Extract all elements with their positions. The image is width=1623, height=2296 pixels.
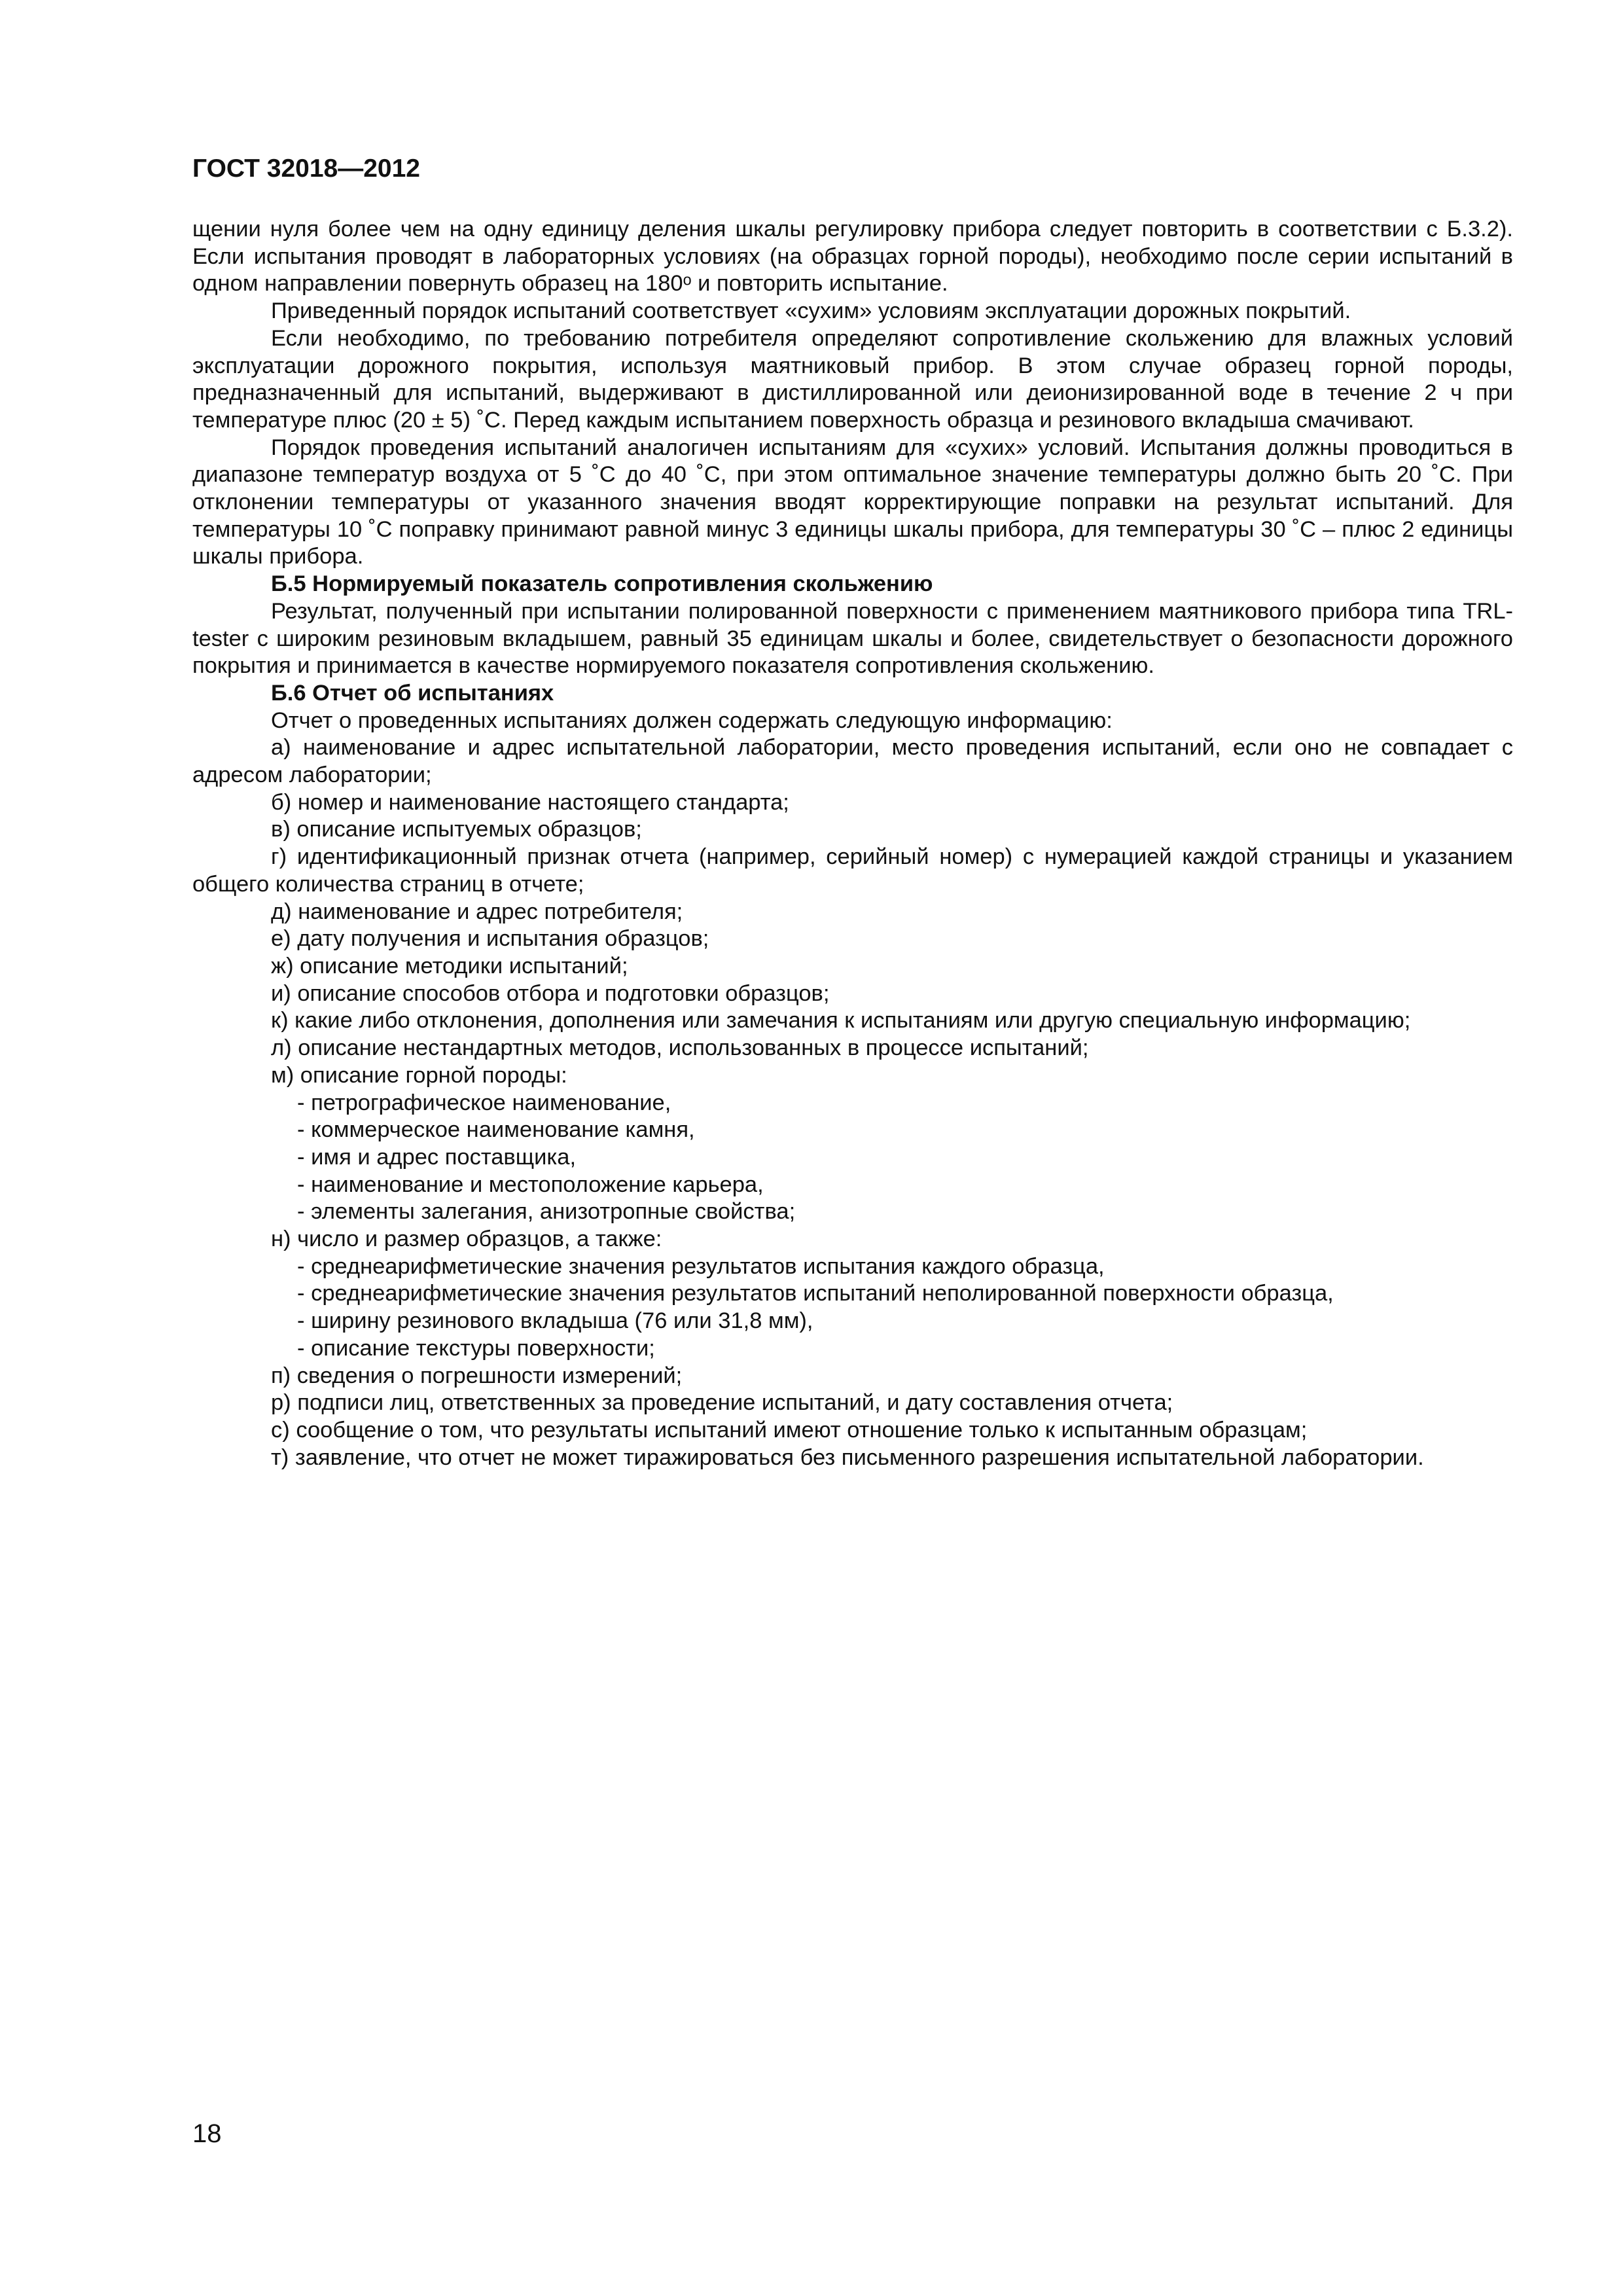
list-item: г) идентификационный признак отчета (например, серийный номер) с нумерацией каждой страницы и указанием общего количества страниц в отчете; — [192, 844, 1513, 897]
samples-subitem: - среднеарифметические значения результатов испытания каждого образца, — [297, 1253, 1105, 1279]
list-item: м) описание горной породы: — [271, 1062, 567, 1088]
paragraph-wet-conditions: Если необходимо, по требованию потребителя определяют сопротивление скольжению для влажных условий эксплуатации дорожного покрытия, используя маятниковый прибор. В этом случае образец горной породы, предназначенный для испытаний, выдерживают в дистиллированной или деионизированной воде в течение 2 ч при температуре плюс (20 ± 5) ˚С. Перед каждым испытанием поверхность образца и резинового вкладыша смачивают. — [192, 325, 1513, 433]
list-item: п) сведения о погрешности измерений; — [271, 1363, 683, 1388]
rock-subitem: - наименование и местоположение карьера, — [297, 1172, 764, 1197]
rock-subitem: - петрографическое наименование, — [297, 1090, 671, 1115]
samples-subitem: - описание текстуры поверхности; — [297, 1335, 655, 1361]
list-item: н) число и размер образцов, а также: — [271, 1227, 662, 1252]
list-item: в) описание испытуемых образцов; — [271, 817, 642, 842]
page-number: 18 — [192, 2119, 222, 2148]
list-item: к) какие либо отклонения, дополнения или замечания к испытаниям или другую специальную информацию; — [271, 1008, 1411, 1033]
rock-subitem: - элементы залегания, анизотропные свойства; — [297, 1199, 796, 1225]
list-item: б) номер и наименование настоящего стандарта; — [271, 789, 789, 815]
document-body — [192, 216, 1513, 1471]
rock-subitem: - имя и адрес поставщика, — [297, 1144, 577, 1170]
paragraph-continuation: щении нуля более чем на одну единицу деления шкалы регулировку прибора следует повторить в соответствии с Б.3.2). Если испытания проводят в лабораторных условиях (на образцах горной породы), необходимо после серии испытаний в одном направлении повернуть образец на 180ᵒ и повторить испытание. — [192, 217, 1513, 296]
samples-subitem: - ширину резинового вкладыша (76 или 31,8 мм), — [297, 1308, 813, 1334]
list-item: е) дату получения и испытания образцов; — [271, 926, 709, 952]
list-item: д) наименование и адрес потребителя; — [271, 899, 683, 924]
section-b6-heading: Б.6 Отчет об испытаниях — [271, 680, 554, 706]
list-item: л) описание нестандартных методов, использованных в процессе испытаний; — [271, 1035, 1089, 1061]
list-item: т) заявление, что отчет не может тиражироваться без письменного разрешения испытательной лаборатории. — [271, 1444, 1424, 1470]
paragraph-dry-conditions: Приведенный порядок испытаний соответствует «сухим» условиям эксплуатации дорожных покрытий. — [271, 298, 1351, 324]
paragraph-temperature: Порядок проведения испытаний аналогичен испытаниям для «сухих» условий. Испытания должны проводиться в диапазоне температур воздуха от 5 ˚С до 40 ˚С, при этом оптимальное значение температуры должно быть 20 ˚С. При отклонении температуры от указанного значения вводят корректирующие поправки на результат испытаний. Для температуры 10 ˚С поправку принимают равной минус 3 единицы шкалы прибора, для температуры 30 ˚С – плюс 2 единицы шкалы прибора. — [192, 435, 1513, 569]
list-item: а) наименование и адрес испытательной лаборатории, место проведения испытаний, если оно не совпадает с адресом лаборатории; — [192, 735, 1513, 788]
section-b6-intro: Отчет о проведенных испытаниях должен содержать следующую информацию: — [271, 708, 1113, 733]
document-header: ГОСТ 32018—2012 — [192, 154, 420, 183]
list-item: и) описание способов отбора и подготовки образцов; — [271, 980, 830, 1006]
samples-subitem: - среднеарифметические значения результатов испытаний неполированной поверхности образца, — [297, 1281, 1334, 1306]
list-item: р) подписи лиц, ответственных за проведение испытаний, и дату составления отчета; — [271, 1390, 1173, 1416]
section-b5-heading: Б.5 Нормируемый показатель сопротивления скольжению — [271, 571, 933, 597]
rock-subitem: - коммерческое наименование камня, — [297, 1117, 695, 1143]
list-item: с) сообщение о том, что результаты испытаний имеют отношение только к испытанным образцам; — [271, 1417, 1308, 1443]
section-b5-text: Результат, полученный при испытании полированной поверхности с применением маятникового прибора типа TRL-tester с широким резиновым вкладышем, равный 35 единицам шкалы и более, свидетельствует о безопасности дорожного покрытия и принимается в качестве нормируемого показателя сопротивления скольжению. — [192, 598, 1513, 679]
list-item: ж) описание методики испытаний; — [271, 953, 628, 978]
